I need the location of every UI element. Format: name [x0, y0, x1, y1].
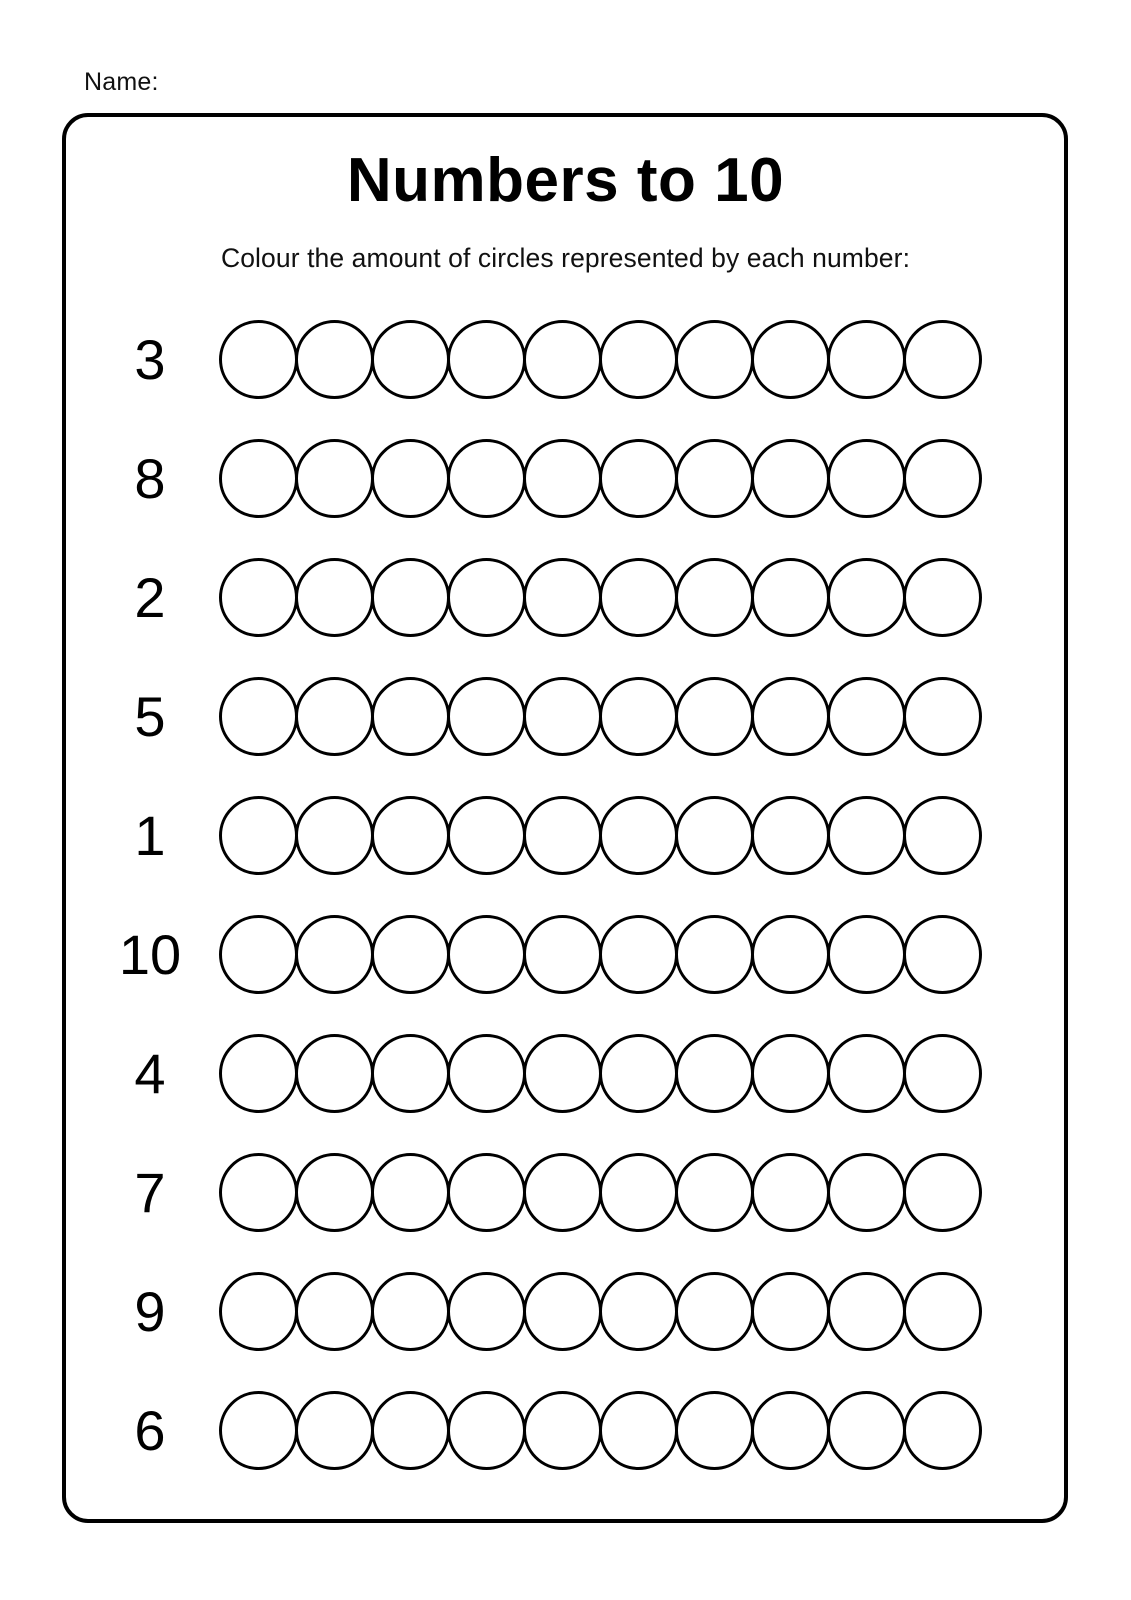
circle-cell[interactable]	[295, 1391, 374, 1470]
circle-cell[interactable]	[599, 320, 678, 399]
circle-group	[219, 1391, 979, 1470]
circle-cell[interactable]	[827, 1391, 906, 1470]
exercise-row	[95, 1252, 1015, 1371]
circle-cell[interactable]	[903, 320, 982, 399]
circle-cell[interactable]	[751, 1272, 830, 1351]
circle-cell[interactable]	[827, 1272, 906, 1351]
circle-group	[219, 915, 979, 994]
circle-cell[interactable]	[675, 1034, 754, 1113]
circle-cell[interactable]	[447, 1272, 526, 1351]
circle-cell[interactable]	[219, 796, 298, 875]
circle-cell[interactable]	[295, 677, 374, 756]
circle-cell[interactable]	[675, 1391, 754, 1470]
circle-cell[interactable]	[447, 439, 526, 518]
circle-cell[interactable]	[599, 1034, 678, 1113]
circle-cell[interactable]	[371, 320, 450, 399]
circle-cell[interactable]	[523, 558, 602, 637]
circle-group	[219, 1272, 979, 1351]
circle-cell[interactable]	[523, 439, 602, 518]
circle-cell[interactable]	[599, 1391, 678, 1470]
circle-cell[interactable]	[219, 915, 298, 994]
circle-cell[interactable]	[295, 1272, 374, 1351]
circle-cell[interactable]	[903, 1153, 982, 1232]
circle-cell[interactable]	[295, 558, 374, 637]
circle-cell[interactable]	[903, 677, 982, 756]
circle-cell[interactable]	[523, 1034, 602, 1113]
circle-group	[219, 320, 979, 399]
circle-cell[interactable]	[371, 1272, 450, 1351]
circle-cell[interactable]	[675, 796, 754, 875]
row-number: 10	[118, 922, 182, 986]
circle-cell[interactable]	[827, 1034, 906, 1113]
exercise-row	[95, 776, 1015, 895]
circle-group	[219, 439, 979, 518]
row-number: 6	[134, 1398, 166, 1462]
circle-cell[interactable]	[447, 558, 526, 637]
circle-cell[interactable]	[371, 1153, 450, 1232]
row-number: 2	[134, 565, 166, 629]
exercise-row	[95, 1133, 1015, 1252]
circle-cell[interactable]	[295, 439, 374, 518]
row-number: 9	[134, 1279, 166, 1343]
circle-cell[interactable]	[599, 796, 678, 875]
circle-cell[interactable]	[903, 1272, 982, 1351]
circle-cell[interactable]	[523, 1272, 602, 1351]
circle-cell[interactable]	[523, 320, 602, 399]
circle-cell[interactable]	[523, 677, 602, 756]
circle-cell[interactable]	[523, 1153, 602, 1232]
circle-cell[interactable]	[447, 1153, 526, 1232]
row-number: 4	[134, 1041, 166, 1105]
exercise-row	[95, 1371, 1015, 1490]
circle-cell[interactable]	[827, 1153, 906, 1232]
circle-cell[interactable]	[903, 1034, 982, 1113]
circle-cell[interactable]	[371, 915, 450, 994]
circle-cell[interactable]	[827, 796, 906, 875]
circle-cell[interactable]	[751, 677, 830, 756]
row-number: 5	[134, 684, 166, 748]
circle-cell[interactable]	[447, 320, 526, 399]
circle-cell[interactable]	[371, 1391, 450, 1470]
circle-cell[interactable]	[447, 677, 526, 756]
row-number: 1	[134, 803, 166, 867]
circle-cell[interactable]	[599, 1153, 678, 1232]
circle-cell[interactable]	[599, 677, 678, 756]
circle-cell[interactable]	[751, 439, 830, 518]
circle-cell[interactable]	[371, 558, 450, 637]
circle-cell[interactable]	[523, 1391, 602, 1470]
exercise-row	[95, 538, 1015, 657]
circle-cell[interactable]	[675, 320, 754, 399]
circle-cell[interactable]	[903, 915, 982, 994]
circle-cell[interactable]	[447, 1391, 526, 1470]
circle-group	[219, 1153, 979, 1232]
circle-cell[interactable]	[371, 1034, 450, 1113]
instructions-text: Colour the amount of circles represented by each number:	[220, 243, 911, 273]
circle-cell[interactable]	[675, 915, 754, 994]
circle-cell[interactable]	[523, 915, 602, 994]
circle-cell[interactable]	[751, 796, 830, 875]
circle-cell[interactable]	[751, 915, 830, 994]
exercise-row	[95, 300, 1015, 419]
exercise-row	[95, 895, 1015, 1014]
circle-cell[interactable]	[903, 1391, 982, 1470]
circle-cell[interactable]	[447, 796, 526, 875]
circle-cell[interactable]	[295, 915, 374, 994]
circle-cell[interactable]	[523, 796, 602, 875]
row-number: 3	[134, 327, 166, 391]
circle-cell[interactable]	[751, 1034, 830, 1113]
row-number: 7	[134, 1160, 166, 1224]
circle-cell[interactable]	[903, 558, 982, 637]
circle-cell[interactable]	[219, 1034, 298, 1113]
circle-cell[interactable]	[295, 1153, 374, 1232]
circle-cell[interactable]	[599, 558, 678, 637]
circle-cell[interactable]	[751, 320, 830, 399]
circle-cell[interactable]	[599, 1272, 678, 1351]
circle-group	[219, 677, 979, 756]
circle-cell[interactable]	[675, 439, 754, 518]
circle-cell[interactable]	[295, 1034, 374, 1113]
exercise-row	[95, 1014, 1015, 1133]
circle-cell[interactable]	[751, 1391, 830, 1470]
name-label: Name:	[84, 68, 159, 96]
exercise-row	[95, 657, 1015, 776]
row-number: 8	[134, 446, 166, 510]
circle-cell[interactable]	[827, 558, 906, 637]
circle-cell[interactable]	[827, 677, 906, 756]
circle-group	[219, 558, 979, 637]
circle-group	[219, 1034, 979, 1113]
circle-cell[interactable]	[219, 320, 298, 399]
circle-cell[interactable]	[447, 915, 526, 994]
circle-cell[interactable]	[295, 320, 374, 399]
circle-cell[interactable]	[599, 439, 678, 518]
circle-cell[interactable]	[675, 1272, 754, 1351]
circle-cell[interactable]	[903, 796, 982, 875]
circle-cell[interactable]	[751, 558, 830, 637]
circle-cell[interactable]	[751, 1153, 830, 1232]
circle-cell[interactable]	[371, 796, 450, 875]
circle-cell[interactable]	[219, 1391, 298, 1470]
circle-cell[interactable]	[219, 677, 298, 756]
circle-cell[interactable]	[295, 796, 374, 875]
circle-cell[interactable]	[371, 439, 450, 518]
exercise-rows	[95, 300, 1015, 1490]
circle-cell[interactable]	[599, 915, 678, 994]
circle-cell[interactable]	[675, 558, 754, 637]
circle-cell[interactable]	[371, 677, 450, 756]
circle-cell[interactable]	[219, 439, 298, 518]
circle-cell[interactable]	[219, 558, 298, 637]
circle-cell[interactable]	[675, 1153, 754, 1232]
circle-cell[interactable]	[827, 915, 906, 994]
circle-cell[interactable]	[219, 1153, 298, 1232]
circle-group	[219, 796, 979, 875]
circle-cell[interactable]	[447, 1034, 526, 1113]
circle-cell[interactable]	[675, 677, 754, 756]
circle-cell[interactable]	[219, 1272, 298, 1351]
circle-cell[interactable]	[827, 439, 906, 518]
circle-cell[interactable]	[903, 439, 982, 518]
exercise-row	[95, 419, 1015, 538]
page-title: Numbers to 10	[346, 146, 785, 215]
circle-cell[interactable]	[827, 320, 906, 399]
